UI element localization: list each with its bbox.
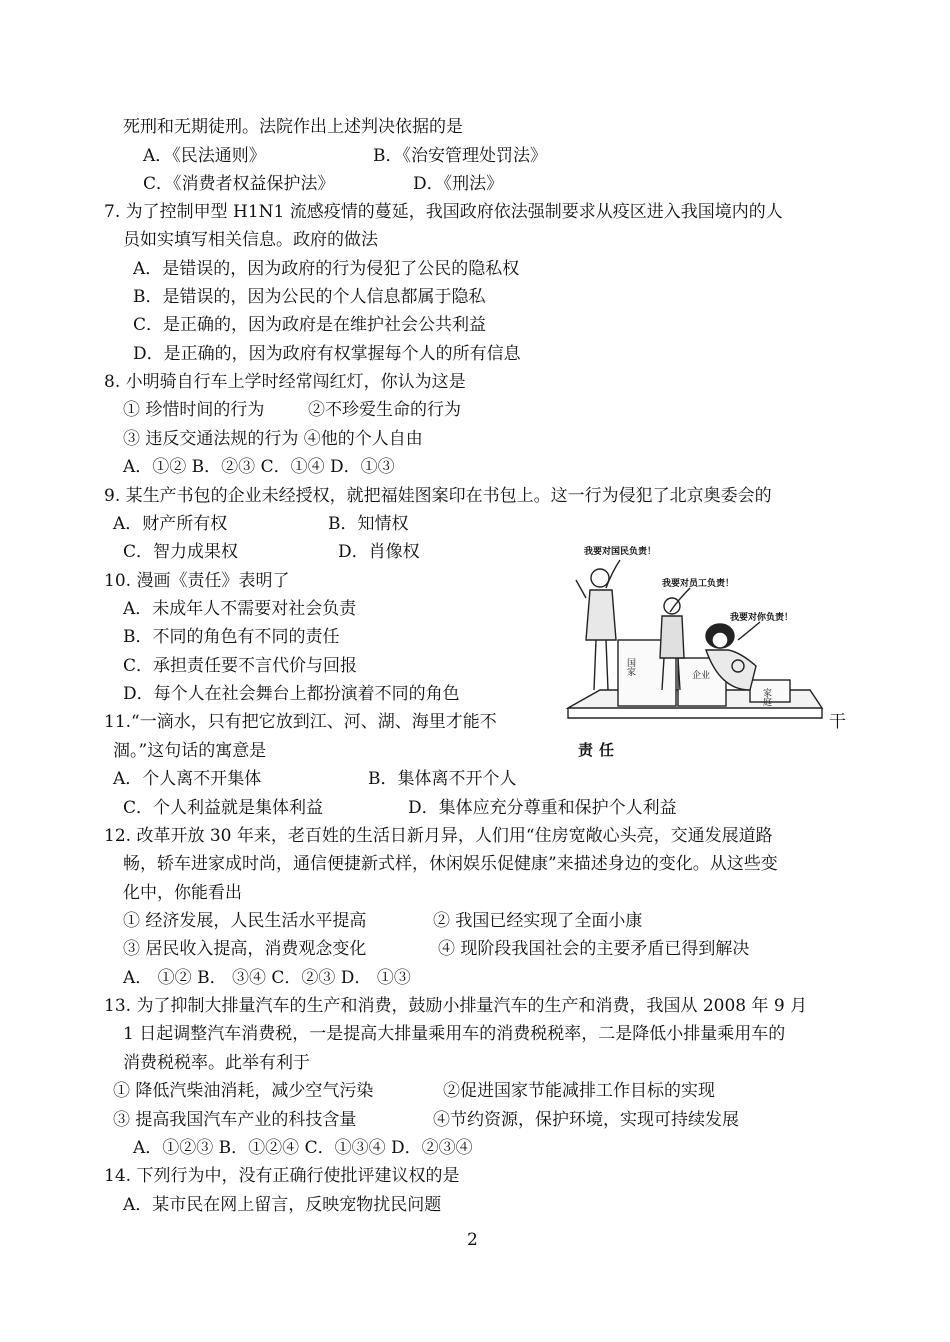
label-enterprise: 企业 (692, 671, 711, 681)
statement: ②促进国家节能减排工作目标的实现 (443, 1081, 715, 1101)
option: A．是错误的，因为政府的行为侵犯了公民的隐私权 (133, 259, 520, 279)
question-14: 14. 下列行为中，没有正确行使批评建议权的是 (104, 1166, 460, 1186)
statement: ②不珍爱生命的行为 (308, 400, 461, 420)
option: A．某市民在网上留言，反映宠物扰民问题 (123, 1195, 442, 1215)
statement: ① 降低汽柴油消耗，减少空气污染 (113, 1081, 374, 1101)
option: D．每个人在社会舞台上都扮演着不同的角色 (123, 684, 460, 704)
bubble-nation: 我要对国民负责！ (584, 547, 657, 557)
line: 涸。”这句话的寓意是 (113, 741, 267, 761)
option: B．是错误的，因为公民的个人信息都属于隐私 (133, 287, 486, 307)
option: D．集体应充分尊重和保护个人利益 (408, 798, 677, 818)
option: B．知情权 (328, 514, 409, 534)
option: A． ①② B． ③④ C．②③ D． ①③ (123, 968, 411, 988)
option: B．不同的角色有不同的责任 (123, 627, 340, 647)
statement: ④ 现阶段我国社会的主要矛盾已得到解决 (438, 939, 750, 959)
statement: ① 珍惜时间的行为 (123, 400, 265, 420)
statement: ④节约资源，保护环境，实现可持续发展 (433, 1110, 739, 1130)
bubble-family: 我要对你负责！ (730, 613, 794, 623)
question-13: 13. 为了抑制大排量汽车的生产和消费，鼓励小排量汽车的生产和消费，我国从 2008 年 9 月 (104, 996, 808, 1016)
question-11: 11.“一滴水，只有把它放到江、河、湖、海里才能不 (104, 712, 497, 732)
line: 消费税税率。此举有利于 (123, 1053, 310, 1073)
question-12: 12. 改革开放 30 年来，老百姓的生活日新月异，人们用“住房宽敞心头亮，交通发展道路 (104, 826, 773, 846)
question-9: 9. 某生产书包的企业未经授权，就把福娃图案印在书包上。这一行为侵犯了北京奥委会的 (104, 486, 772, 506)
option: A．未成年人不需要对社会负责 (123, 599, 357, 619)
line: 死刑和无期徒刑。法院作出上述判决依据的是 (123, 117, 463, 137)
question-7: 7. 为了控制甲型 H1N1 流感疫情的蔓延，我国政府依法强制要求从疫区进入我国境内的人 (104, 202, 783, 222)
option: C．是正确的，因为政府是在维护社会公共利益 (133, 315, 487, 335)
cartoon-caption: 责任 (578, 741, 621, 759)
option: B．《治安管理处罚法》 (373, 146, 547, 166)
statement: ① 经济发展，人民生活水平提高 (123, 911, 367, 931)
option: D．《刑法》 (413, 174, 504, 194)
statement: ③ 提高我国汽车产业的科技含量 (113, 1110, 357, 1130)
label-family: 家庭 (761, 688, 771, 706)
option: C．个人利益就是集体利益 (123, 798, 324, 818)
option: A．《民法通则》 (143, 146, 266, 166)
bubble-enterprise: 我要对员工负责！ (662, 579, 735, 589)
statement: ② 我国已经实现了全面小康 (433, 911, 643, 931)
line: 员如实填写相关信息。政府的做法 (123, 230, 378, 250)
line: 化中，你能看出 (123, 883, 242, 903)
option: D．肖像权 (338, 542, 420, 562)
question-10: 10. 漫画《责任》表明了 (104, 571, 290, 591)
option: A．①② B．②③ C．①④ D．①③ (123, 457, 395, 477)
option: A．财产所有权 (113, 514, 228, 534)
option: C．承担责任要不言代价与回报 (123, 656, 358, 676)
line: 干 (829, 712, 846, 732)
line: 1 日起调整汽车消费税，一是提高大排量乘用车的消费税税率，二是降低小排量乘用车的 (123, 1024, 786, 1044)
question-8: 8. 小明骑自行车上学时经常闯红灯，你认为这是 (104, 372, 466, 392)
option: B．集体离不开个人 (368, 769, 517, 789)
option: A．个人离不开集体 (113, 769, 262, 789)
responsibility-cartoon (560, 540, 828, 728)
option: D．是正确的，因为政府有权掌握每个人的所有信息 (133, 344, 521, 364)
page-number: 2 (467, 1230, 478, 1250)
line: 畅，轿车进家成时尚，通信便捷新式样，休闲娱乐促健康”来描述身边的变化。从这些变 (123, 854, 778, 874)
label-nation: 国家 (625, 658, 635, 676)
statement: ③ 违反交通法规的行为 ④他的个人自由 (123, 429, 423, 449)
option: C．智力成果权 (123, 542, 239, 562)
option: A．①②③ B．①②④ C．①③④ D．②③④ (133, 1138, 473, 1158)
option: C．《消费者权益保护法》 (143, 174, 335, 194)
statement: ③ 居民收入提高，消费观念变化 (123, 939, 367, 959)
